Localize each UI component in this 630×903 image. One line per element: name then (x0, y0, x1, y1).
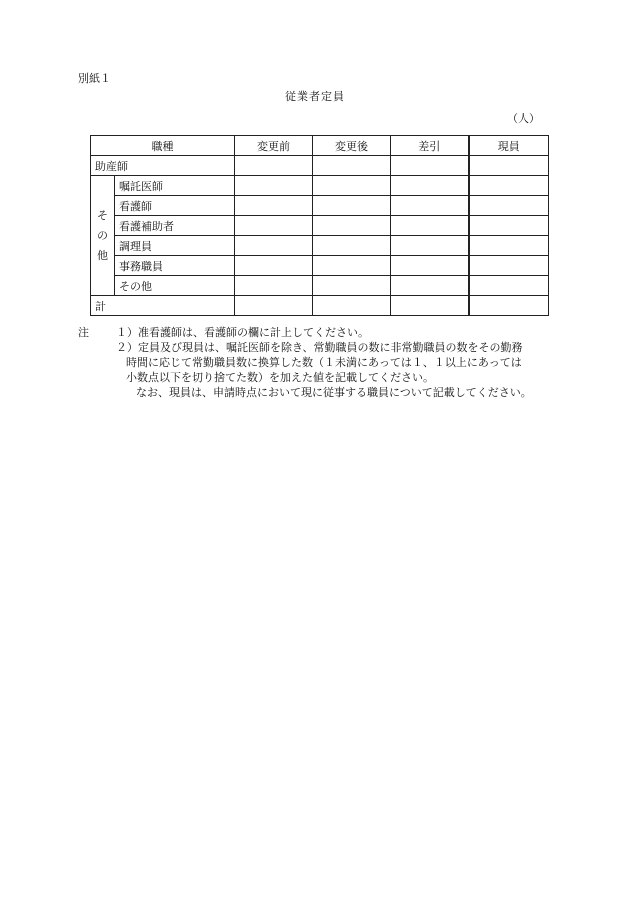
header-difference: 差引 (391, 136, 469, 156)
row-label: 看護補助者 (115, 216, 235, 236)
others-char: の (97, 228, 108, 242)
header-job-type: 職種 (91, 136, 235, 156)
table-cell (235, 276, 313, 296)
table-cell (235, 196, 313, 216)
table-cell (235, 256, 313, 276)
table-cell (313, 196, 391, 216)
row-label-midwife: 助産師 (91, 156, 235, 176)
note-1-text: １）准看護師は、看護師の欄に計上してください。 (116, 326, 369, 339)
note-2-line-4: なお、現員は、申請時点において現に従事する職員について記載してください。 (136, 386, 532, 399)
table-cell (469, 276, 549, 296)
note-2-line-2: 時間に応じて常勤職員数に換算した数（１未満にあっては１、１以上にあっては (126, 356, 522, 369)
note-2-line-3: 小数点以下を切り捨てた数）を加えた値を記載してください。 (126, 371, 434, 384)
row-label: 調理員 (115, 236, 235, 256)
header-current-staff: 現員 (469, 136, 549, 156)
table-cell (235, 236, 313, 256)
table-row (91, 216, 549, 236)
table-row (91, 176, 549, 196)
unit-label: （人） (507, 112, 540, 125)
table-cell (313, 256, 391, 276)
table-row (91, 276, 549, 296)
header-after-change: 変更後 (313, 136, 391, 156)
notes-block (78, 325, 568, 400)
table-cell (391, 176, 469, 196)
row-label: 看護師 (115, 196, 235, 216)
table-cell (313, 236, 391, 256)
table-cell (391, 276, 469, 296)
table-cell (469, 216, 549, 236)
table-row (91, 196, 549, 216)
header-before-change: 変更前 (235, 136, 313, 156)
table-cell (391, 196, 469, 216)
others-char: そ (97, 208, 108, 222)
table-cell (391, 296, 469, 316)
others-group-label (91, 176, 115, 296)
note-2-line-1: ２）定員及び現員は、嘱託医師を除き、常勤職員の数に非常勤職員の数をその勤務 (116, 341, 523, 354)
table-cell (313, 276, 391, 296)
table-header-row (91, 136, 549, 156)
staff-table (90, 135, 549, 316)
table-cell (235, 296, 313, 316)
note-1 (78, 325, 568, 340)
table-cell (313, 296, 391, 316)
table-cell (469, 196, 549, 216)
table-cell (469, 236, 549, 256)
row-label: 嘱託医師 (115, 176, 235, 196)
table-cell (313, 156, 391, 176)
table-row-total (91, 296, 549, 316)
table-cell (469, 176, 549, 196)
table-row (91, 236, 549, 256)
others-char: 他 (97, 248, 108, 262)
table-cell (391, 156, 469, 176)
table-row (91, 156, 549, 176)
table-cell (235, 156, 313, 176)
table-cell (313, 216, 391, 236)
table-row (91, 256, 549, 276)
notes-prefix: 注 (78, 326, 89, 339)
row-label-total: 計 (91, 296, 235, 316)
table-cell (469, 156, 549, 176)
appendix-label: 別紙１ (78, 72, 111, 85)
table-cell (391, 236, 469, 256)
table-cell (313, 176, 391, 196)
table-cell (469, 296, 549, 316)
row-label: その他 (115, 276, 235, 296)
page-title: 従業者定員 (285, 90, 345, 103)
table-cell (391, 256, 469, 276)
row-label: 事務職員 (115, 256, 235, 276)
table-cell (235, 216, 313, 236)
table-cell (469, 256, 549, 276)
table-cell (391, 216, 469, 236)
table-cell (235, 176, 313, 196)
